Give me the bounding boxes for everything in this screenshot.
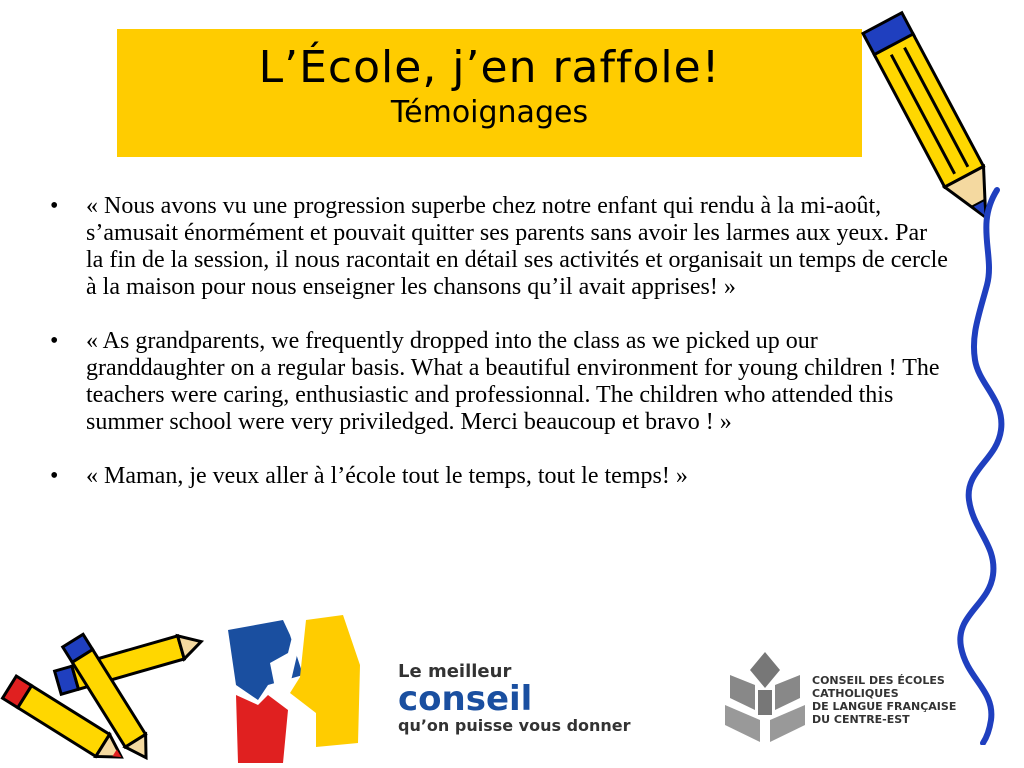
testimonial-text: « Maman, je veux aller à l’école tout le temps, tout le temps! » [86, 463, 688, 489]
ccsd-name [812, 674, 1012, 726]
testimonial-list [50, 193, 950, 517]
ccsd-line-1: CONSEIL DES ÉCOLES [812, 674, 945, 687]
conseil-slogan-logo [398, 662, 678, 736]
bullet-icon: • [50, 463, 59, 489]
crayon-squiggle-icon [935, 185, 1015, 745]
title-box [117, 29, 862, 157]
testimonial-text: « As grandparents, we frequently dropped into the class as we picked up our granddaughter on a regular basis. What a beautiful environment for young children ! The teachers were caring, enthusiastic and professionnal. The children who attended this summer school were very priviledged. Merci beaucoup et bravo ! » [86, 328, 940, 435]
ccsd-line-2: CATHOLIQUES [812, 687, 899, 700]
testimonial-item [50, 328, 950, 436]
testimonial-text: « Nous avons vu une progression superbe chez notre enfant qui rendu à la mi-août, s’amusait énormément et pouvait quitter ses parents sans avoir les larmes aux yeux. Par la fin de la session, il nous racontait en détail ses activités et organisait un temps de cercle à la maison pour nous enseigner les chansons qu’il avait apprises! » [86, 193, 948, 300]
testimonial-item [50, 463, 950, 490]
pencils-cluster-icon [0, 622, 210, 768]
bullet-icon: • [50, 193, 59, 219]
slide-subtitle: Témoignages [390, 95, 589, 130]
ccsd-emblem-icon [720, 650, 810, 745]
ccsd-line-4: DU CENTRE-EST [812, 713, 910, 726]
slogan-line-3: qu’on puisse vous donner [398, 716, 631, 735]
slide-title: L’École, j’en raffole! [258, 42, 721, 93]
figure-logo [228, 615, 363, 765]
ccsd-line-3: DE LANGUE FRANÇAISE [812, 700, 957, 713]
slogan-line-2: conseil [398, 679, 533, 719]
testimonial-item [50, 193, 950, 301]
bullet-icon: • [50, 328, 59, 354]
slogan-line-1: Le meilleur [398, 661, 512, 682]
